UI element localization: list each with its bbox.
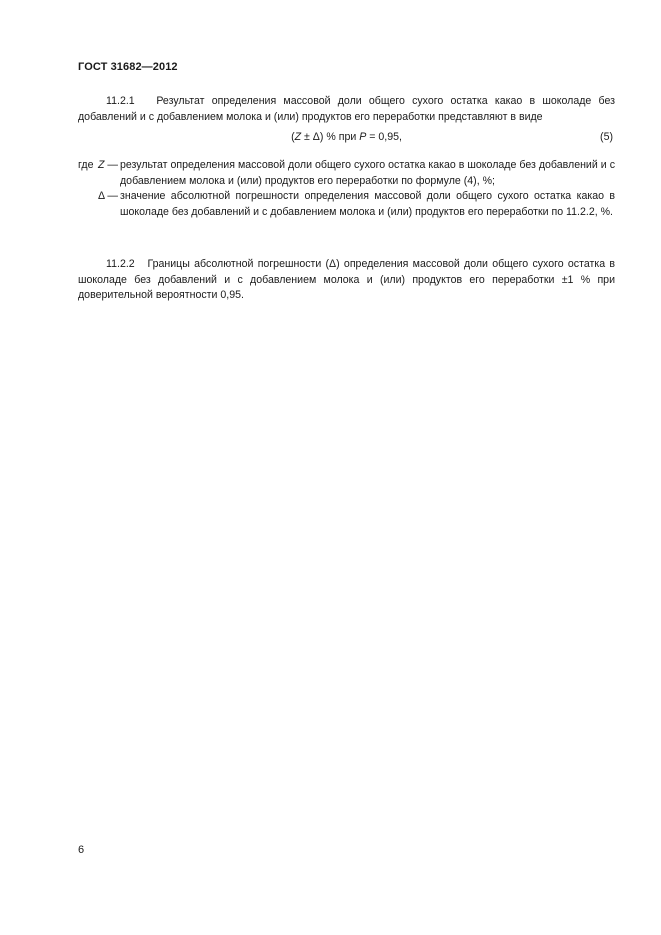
symbol-delta: Δ <box>97 190 105 202</box>
definition-dash: — <box>104 190 118 202</box>
clause-number: 11.2.2 <box>106 258 135 270</box>
formula-var-p: P <box>359 131 367 143</box>
formula-end: = 0,95, <box>366 131 402 143</box>
formula-number: (5) <box>600 131 613 143</box>
formula-middle: ± Δ) % при <box>301 131 360 143</box>
paragraph-11-2-1 <box>78 94 615 125</box>
page-number: 6 <box>78 844 85 856</box>
where-word: где <box>78 159 94 171</box>
symbol-z: Z <box>97 159 105 171</box>
definition-symbol-delta <box>78 189 118 205</box>
clause-text: Результат определения массовой доли общего сухого остатка какао в шоколаде без добавлений и с добавлением молока и (или) продуктов его переработки представляют в виде <box>78 95 615 123</box>
definition-text-z: результат определения массовой доли общего сухого остатка какао в шоколаде без добавлений и с добавлением молока и (или) продуктов его переработки по формуле (4), %; <box>120 159 615 187</box>
where-definitions <box>78 158 615 236</box>
paragraph-11-2-2 <box>78 257 615 304</box>
formula-var-z: Z <box>294 131 302 143</box>
formula-open: ( <box>291 131 295 143</box>
definition-dash: — <box>104 159 118 171</box>
clause-text: Границы абсолютной погрешности (Δ) определения массовой доли общего сухого остатка в шоколаде без добавлений и с добавлением молока и (или) продуктов его переработки ±1 % при доверительной вероятности 0,95. <box>78 258 615 302</box>
definition-z <box>78 158 615 189</box>
document-header: ГОСТ 31682—2012 <box>78 61 178 73</box>
formula-5 <box>78 131 615 147</box>
definition-delta <box>78 189 615 236</box>
formula-expression <box>78 131 615 143</box>
clause-number: 11.2.1 <box>106 95 135 107</box>
definition-symbol-z <box>78 158 118 174</box>
definition-text-delta: значение абсолютной погрешности определения массовой доли общего сухого остатка какао в шоколаде без добавлений и с добавлением молока и (или) продуктов его переработки по 11.2.2, %. <box>120 190 615 218</box>
